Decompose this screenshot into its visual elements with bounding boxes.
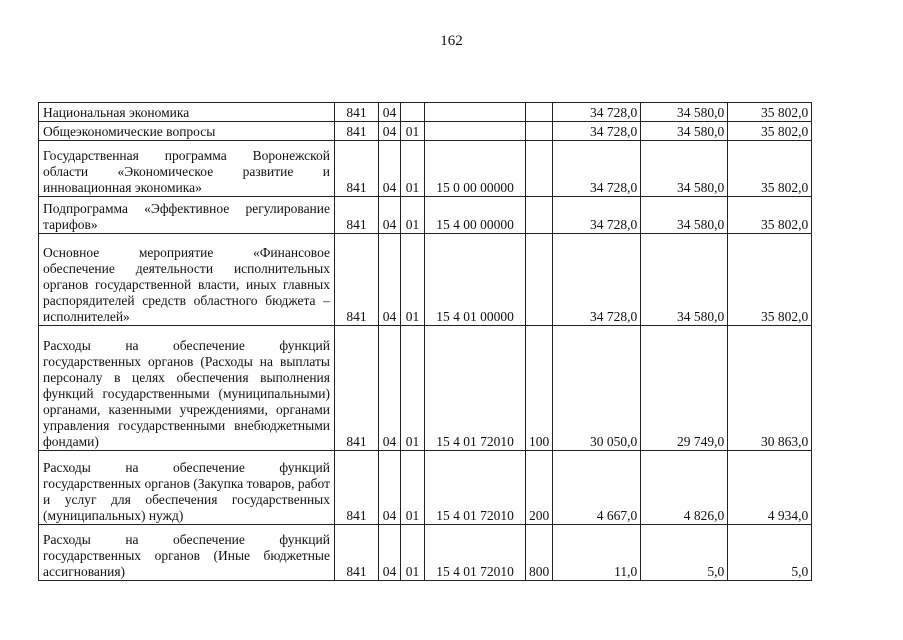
cell-expense-type [526,122,553,141]
cell-amount-year2: 4 826,0 [641,451,728,525]
cell-section-code: 04 [379,197,401,234]
cell-ministry-code: 841 [335,326,379,451]
cell-section-code: 04 [379,451,401,525]
cell-name: Общеэкономические вопросы [39,122,335,141]
page-number: 162 [440,33,463,49]
cell-name: Основное мероприятие «Финансовое обеспечение деятельности исполнительных органов государственной власти, иных главных распорядителей средств областного бюджета – исполнителей» [39,234,335,326]
cell-ministry-code: 841 [335,103,379,122]
cell-name: Национальная экономика [39,103,335,122]
cell-name: Государственная программа Воронежской области «Экономическое развитие и инновационная экономика» [39,141,335,197]
cell-expense-type: 100 [526,326,553,451]
cell-ministry-code: 841 [335,122,379,141]
cell-amount-year1: 30 050,0 [553,326,641,451]
cell-amount-year2: 29 749,0 [641,326,728,451]
cell-amount-year2: 5,0 [641,525,728,581]
cell-amount-year3: 35 802,0 [728,103,812,122]
cell-section-code: 04 [379,234,401,326]
cell-amount-year1: 11,0 [553,525,641,581]
budget-table [38,102,812,581]
cell-expense-type: 800 [526,525,553,581]
cell-amount-year2: 34 580,0 [641,197,728,234]
cell-expense-type [526,141,553,197]
cell-amount-year2: 34 580,0 [641,122,728,141]
cell-section-code: 04 [379,525,401,581]
cell-ministry-code: 841 [335,451,379,525]
cell-expense-type: 200 [526,451,553,525]
cell-amount-year1: 4 667,0 [553,451,641,525]
cell-expense-type [526,234,553,326]
cell-ministry-code: 841 [335,197,379,234]
cell-subsection-code: 01 [401,197,425,234]
cell-target-article: 15 4 01 72010 [425,451,526,525]
cell-section-code: 04 [379,122,401,141]
cell-amount-year3: 35 802,0 [728,197,812,234]
cell-name: Расходы на обеспечение функций государственных органов (Иные бюджетные ассигнования) [39,525,335,581]
table-row [39,141,812,197]
budget-table-body [39,103,812,581]
cell-target-article: 15 4 01 00000 [425,234,526,326]
table-row [39,234,812,326]
cell-amount-year3: 35 802,0 [728,141,812,197]
cell-amount-year3: 35 802,0 [728,234,812,326]
cell-section-code: 04 [379,103,401,122]
cell-expense-type [526,197,553,234]
cell-ministry-code: 841 [335,141,379,197]
cell-ministry-code: 841 [335,525,379,581]
cell-amount-year3: 30 863,0 [728,326,812,451]
cell-subsection-code: 01 [401,122,425,141]
cell-subsection-code: 01 [401,451,425,525]
cell-ministry-code: 841 [335,234,379,326]
table-row [39,103,812,122]
cell-target-article: 15 4 01 72010 [425,525,526,581]
cell-target-article [425,103,526,122]
table-row [39,122,812,141]
table-row [39,197,812,234]
table-row [39,525,812,581]
cell-section-code: 04 [379,326,401,451]
table-row [39,451,812,525]
cell-target-article [425,122,526,141]
cell-target-article: 15 0 00 00000 [425,141,526,197]
cell-section-code: 04 [379,141,401,197]
cell-amount-year2: 34 580,0 [641,103,728,122]
cell-amount-year2: 34 580,0 [641,141,728,197]
cell-target-article: 15 4 00 00000 [425,197,526,234]
cell-amount-year3: 5,0 [728,525,812,581]
cell-expense-type [526,103,553,122]
cell-amount-year1: 34 728,0 [553,197,641,234]
cell-target-article: 15 4 01 72010 [425,326,526,451]
cell-name: Расходы на обеспечение функций государственных органов (Расходы на выплаты персоналу в целях обеспечения выполнения функций государственными (муниципальными) органами, казенными учреждениями, органами управления государственными внебюджетными фондами) [39,326,335,451]
cell-amount-year2: 34 580,0 [641,234,728,326]
cell-amount-year1: 34 728,0 [553,141,641,197]
cell-subsection-code [401,103,425,122]
cell-name: Расходы на обеспечение функций государственных органов (Закупка товаров, работ и услуг для обеспечения государственных (муниципальных) нужд) [39,451,335,525]
cell-subsection-code: 01 [401,326,425,451]
cell-amount-year1: 34 728,0 [553,122,641,141]
cell-amount-year3: 4 934,0 [728,451,812,525]
cell-subsection-code: 01 [401,141,425,197]
cell-amount-year1: 34 728,0 [553,234,641,326]
cell-amount-year3: 35 802,0 [728,122,812,141]
cell-amount-year1: 34 728,0 [553,103,641,122]
table-row [39,326,812,451]
cell-subsection-code: 01 [401,234,425,326]
cell-name: Подпрограмма «Эффективное регулирование тарифов» [39,197,335,234]
cell-subsection-code: 01 [401,525,425,581]
